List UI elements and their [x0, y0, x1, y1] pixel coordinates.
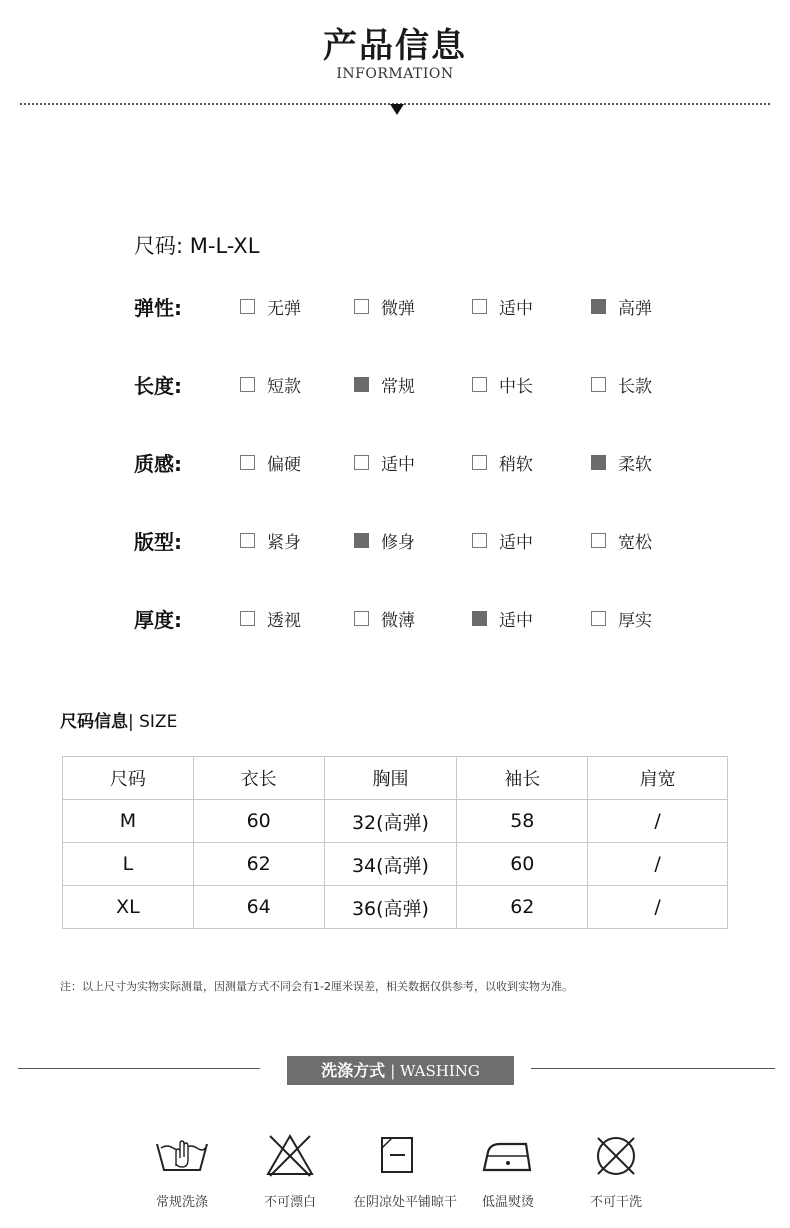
attribute-option[interactable] [354, 606, 415, 631]
checkbox-unchecked[interactable] [472, 455, 487, 470]
table-row [63, 886, 728, 929]
checkbox-unchecked[interactable] [472, 533, 487, 548]
attribute-option-label: 无弹 [267, 299, 301, 319]
attribute-option-label: 适中 [381, 455, 415, 475]
checkbox-unchecked[interactable] [354, 611, 369, 626]
attribute-option[interactable] [591, 372, 652, 397]
checkbox-unchecked[interactable] [240, 611, 255, 626]
washing-divider-left [18, 1068, 260, 1069]
table-cell: 34(高弹) [324, 843, 457, 886]
table-cell: M [63, 800, 194, 843]
attribute-option[interactable] [354, 450, 415, 475]
washing-label-dry-flat: 在阴凉处平铺晾干 [352, 1195, 457, 1210]
attribute-label: 质感: [134, 452, 182, 476]
washing-label-hand-wash: 常规洗涤 [155, 1195, 208, 1210]
checkbox-unchecked[interactable] [240, 299, 255, 314]
attribute-option[interactable] [472, 528, 533, 553]
attribute-option[interactable] [591, 528, 652, 553]
attribute-option-label: 稍软 [499, 455, 533, 475]
table-cell: 32(高弹) [324, 800, 457, 843]
attribute-option[interactable] [472, 606, 533, 631]
attribute-option[interactable] [472, 294, 533, 319]
table-header-cell: 衣长 [193, 757, 324, 800]
washing-section-title [287, 1056, 514, 1085]
attribute-option-label: 常规 [381, 377, 415, 397]
table-header-cell: 肩宽 [588, 757, 728, 800]
checkbox-unchecked[interactable] [240, 533, 255, 548]
table-header-cell: 胸围 [324, 757, 457, 800]
table-cell: 58 [457, 800, 588, 843]
no-dry-clean-icon [586, 1130, 646, 1180]
checkbox-unchecked[interactable] [591, 533, 606, 548]
table-row [63, 800, 728, 843]
washing-label-no-bleach: 不可漂白 [263, 1195, 316, 1210]
table-cell: 64 [193, 886, 324, 929]
attribute-option-label: 短款 [267, 377, 301, 397]
attribute-option[interactable] [472, 372, 533, 397]
attribute-option[interactable] [240, 372, 301, 397]
size-section-title [60, 707, 177, 732]
table-header-cell: 尺码 [63, 757, 194, 800]
attribute-option[interactable] [354, 528, 415, 553]
attribute-option[interactable] [354, 294, 415, 319]
attribute-label: 长度: [134, 374, 182, 398]
size-table [62, 756, 728, 929]
attribute-option[interactable] [240, 450, 301, 475]
attribute-option-label: 透视 [267, 611, 301, 631]
dry-flat-shade-icon [368, 1130, 428, 1180]
table-cell: / [588, 843, 728, 886]
checkbox-checked[interactable] [354, 533, 369, 548]
attribute-label: 版型: [134, 530, 182, 554]
checkbox-unchecked[interactable] [472, 377, 487, 392]
table-cell: 62 [193, 843, 324, 886]
attribute-option-label: 适中 [499, 611, 533, 631]
attribute-option-label: 柔软 [618, 455, 652, 475]
attribute-label: 厚度: [134, 608, 182, 632]
checkbox-unchecked[interactable] [354, 455, 369, 470]
attribute-option[interactable] [240, 528, 301, 553]
size-note: 注：以上尺寸为实物实际测量，因测量方式不同会有1-2厘米误差，相关数据仅供参考，以收到实物为准。 [60, 980, 573, 993]
attribute-option-label: 适中 [499, 299, 533, 319]
washing-title-en: | WASHING [390, 1062, 480, 1080]
size-range: 尺码: M-L-XL [134, 234, 260, 258]
checkbox-checked[interactable] [591, 455, 606, 470]
size-section-title-cn: 尺码信息 [60, 712, 128, 732]
page-title: 产品信息 [323, 26, 467, 66]
attribute-option[interactable] [240, 606, 301, 631]
hand-wash-icon [152, 1130, 212, 1180]
attribute-option-label: 微弹 [381, 299, 415, 319]
table-cell: 60 [193, 800, 324, 843]
table-cell: / [588, 800, 728, 843]
table-header-row [63, 757, 728, 800]
attribute-option-label: 中长 [499, 377, 533, 397]
attribute-option-label: 偏硬 [267, 455, 301, 475]
checkbox-unchecked[interactable] [354, 299, 369, 314]
attribute-option-label: 紧身 [267, 533, 301, 553]
checkbox-unchecked[interactable] [240, 377, 255, 392]
attribute-option-label: 厚实 [618, 611, 652, 631]
checkbox-unchecked[interactable] [472, 299, 487, 314]
table-cell: XL [63, 886, 194, 929]
washing-label-no-dry-clean: 不可干洗 [589, 1195, 642, 1210]
attribute-option[interactable] [591, 294, 652, 319]
table-header-cell: 袖长 [457, 757, 588, 800]
checkbox-checked[interactable] [591, 299, 606, 314]
down-arrow-icon [390, 104, 404, 115]
checkbox-unchecked[interactable] [591, 611, 606, 626]
attribute-option[interactable] [472, 450, 533, 475]
table-cell: 36(高弹) [324, 886, 457, 929]
washing-divider-right [531, 1068, 775, 1069]
attribute-option[interactable] [240, 294, 301, 319]
table-cell: L [63, 843, 194, 886]
table-cell: / [588, 886, 728, 929]
table-cell: 62 [457, 886, 588, 929]
checkbox-unchecked[interactable] [240, 455, 255, 470]
checkbox-checked[interactable] [354, 377, 369, 392]
attribute-option[interactable] [591, 606, 652, 631]
attribute-label: 弹性: [134, 296, 182, 320]
table-cell: 60 [457, 843, 588, 886]
washing-label-low-iron: 低温熨烫 [481, 1195, 534, 1210]
checkbox-checked[interactable] [472, 611, 487, 626]
attribute-option-label: 宽松 [618, 533, 652, 553]
attribute-option-label: 修身 [381, 533, 415, 553]
no-bleach-icon [260, 1130, 320, 1180]
low-iron-icon [478, 1130, 538, 1180]
washing-title-cn: 洗涤方式 [321, 1061, 386, 1080]
attribute-option[interactable] [354, 372, 415, 397]
checkbox-unchecked[interactable] [591, 377, 606, 392]
attribute-option-label: 适中 [499, 533, 533, 553]
table-row [63, 843, 728, 886]
page-subtitle: INFORMATION [336, 66, 454, 82]
attribute-option-label: 微薄 [381, 611, 415, 631]
attribute-option-label: 长款 [618, 377, 652, 397]
attribute-option[interactable] [591, 450, 652, 475]
attribute-option-label: 高弹 [618, 299, 652, 319]
size-section-title-en: | SIZE [128, 712, 178, 732]
